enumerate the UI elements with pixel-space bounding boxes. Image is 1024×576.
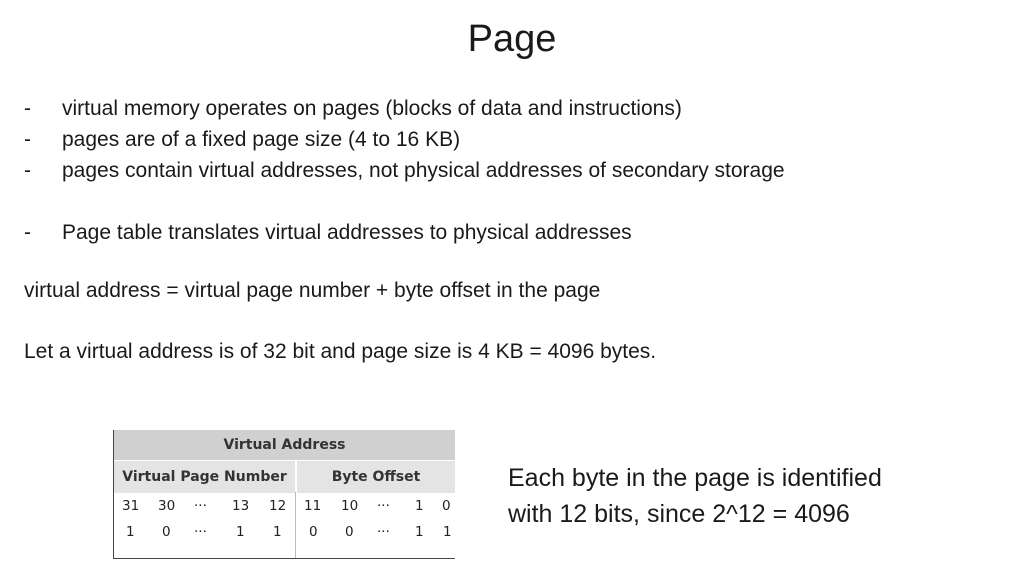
bullet-text: virtual memory operates on pages (blocks of data and instructions) bbox=[62, 97, 682, 120]
table-cell: ··· bbox=[194, 498, 207, 514]
bullet-marker: - bbox=[24, 97, 31, 120]
table-subheader bbox=[114, 460, 455, 493]
bullet-item bbox=[24, 93, 785, 124]
table-cell: 1 bbox=[415, 524, 424, 540]
example-statement: Let a virtual address is of 32 bit and page size is 4 KB = 4096 bytes. bbox=[24, 340, 657, 363]
bit-value-row bbox=[114, 519, 455, 545]
table-cell: 1 bbox=[415, 498, 424, 514]
bullet-marker: - bbox=[24, 128, 31, 151]
table-cell: 1 bbox=[236, 524, 245, 540]
table-header: Virtual Address bbox=[114, 430, 455, 460]
bullet-item bbox=[24, 155, 785, 186]
virtual-address-definition: virtual address = virtual page number + byte offset in the page bbox=[24, 279, 601, 302]
table-cell: 0 bbox=[162, 524, 171, 540]
note-line: with 12 bits, since 2^12 = 4096 bbox=[508, 500, 850, 528]
table-cell: ··· bbox=[377, 498, 390, 514]
table-cell: 0 bbox=[345, 524, 354, 540]
bullet-item bbox=[24, 217, 785, 248]
bullet-marker: - bbox=[24, 221, 31, 244]
table-cell: 1 bbox=[443, 524, 452, 540]
table-cell: 12 bbox=[269, 498, 287, 514]
bullet-item bbox=[24, 124, 785, 155]
table-cell: 0 bbox=[442, 498, 451, 514]
bullet-text: Page table translates virtual addresses to physical addresses bbox=[62, 221, 632, 244]
virtual-page-number-header: Virtual Page Number bbox=[114, 461, 297, 493]
bullet-text: pages are of a fixed page size (4 to 16 KB) bbox=[62, 128, 461, 151]
table-cell: 1 bbox=[273, 524, 282, 540]
bullet-text: pages contain virtual addresses, not physical addresses of secondary storage bbox=[62, 159, 785, 182]
byte-offset-header: Byte Offset bbox=[331, 469, 421, 485]
table-cell: 31 bbox=[122, 498, 140, 514]
slide-title: Page bbox=[467, 18, 557, 60]
table-cell: 10 bbox=[341, 498, 359, 514]
table-cell: 1 bbox=[126, 524, 135, 540]
offset-bits-note bbox=[508, 460, 882, 532]
bullet-list bbox=[24, 93, 785, 248]
table-cell: ··· bbox=[377, 524, 390, 540]
bit-index-row bbox=[114, 493, 455, 519]
table-cell: 13 bbox=[232, 498, 250, 514]
table-cell: 0 bbox=[309, 524, 318, 540]
table-cell: 11 bbox=[304, 498, 322, 514]
virtual-address-table bbox=[113, 430, 455, 559]
note-line: Each byte in the page is identified bbox=[508, 464, 882, 492]
bullet-marker: - bbox=[24, 159, 31, 182]
table-cell: ··· bbox=[194, 524, 207, 540]
table-cell: 30 bbox=[158, 498, 176, 514]
